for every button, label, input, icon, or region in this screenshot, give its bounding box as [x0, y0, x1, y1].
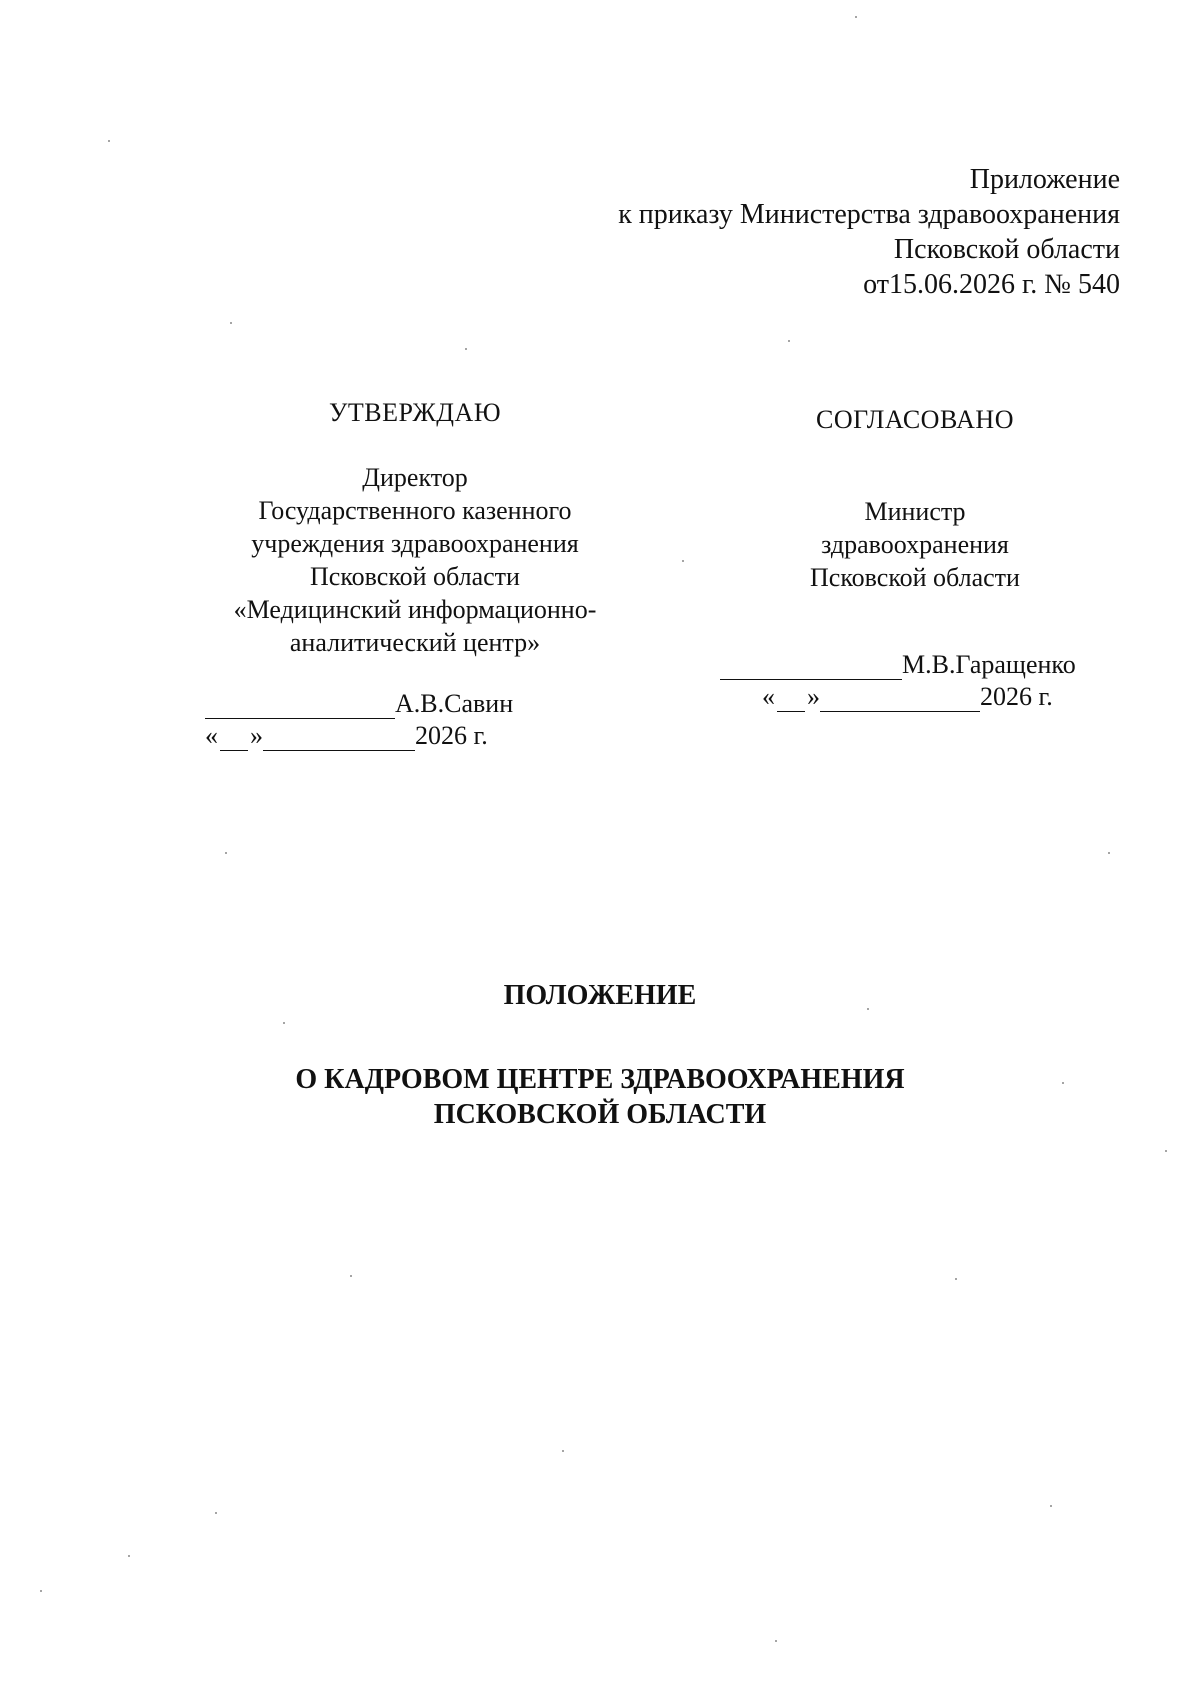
subtitle-line-1: О КАДРОВОМ ЦЕНТРЕ ЗДРАВООХРАНЕНИЯ: [295, 1064, 905, 1095]
annex-line-1: Приложение: [969, 164, 1120, 195]
approval-role-line: «Медицинский информационно-: [233, 595, 597, 624]
approval-block: [205, 398, 625, 751]
approval-role-line: учреждения здравоохранения: [251, 529, 579, 558]
agreement-date-year: 2026 г.: [980, 682, 1053, 711]
approval-heading: УТВЕРЖДАЮ: [328, 398, 502, 427]
annex-line-2: к приказу Министерства здравоохранения: [618, 199, 1120, 230]
approval-signer-name: А.В.Савин: [395, 689, 514, 718]
annex-line-4: от15.06.2026 г. № 540: [863, 269, 1120, 300]
scan-speck: [128, 1555, 130, 1557]
day-blank: [777, 689, 805, 712]
scan-speck: [775, 1640, 777, 1642]
approval-date-line: [205, 721, 625, 751]
approval-date-year: 2026 г.: [415, 721, 488, 750]
approval-role-line: Псковской области: [310, 562, 520, 591]
date-open-quote: «: [762, 682, 775, 711]
scan-speck: [1050, 1505, 1052, 1507]
agreement-signature-line: [720, 650, 1110, 680]
agreement-role-line: Министр: [864, 497, 966, 526]
agreement-heading: СОГЛАСОВАНО: [816, 405, 1014, 434]
agreement-role-line: здравоохранения: [821, 530, 1009, 559]
scan-speck: [40, 1590, 42, 1592]
scan-speck: [465, 348, 467, 350]
annex-reference: [618, 162, 1120, 302]
document-title: ПОЛОЖЕНИЕ: [503, 980, 697, 1011]
scan-speck: [1062, 1082, 1064, 1084]
month-blank: [820, 687, 980, 712]
annex-line-3: Псковской области: [893, 234, 1120, 265]
subtitle-line-2: ПСКОВСКОЙ ОБЛАСТИ: [433, 1099, 767, 1130]
document-subtitle: [0, 1062, 1200, 1132]
signature-blank: [205, 694, 395, 719]
approval-role-line: аналитический центр»: [289, 628, 541, 657]
scan-speck: [867, 1008, 869, 1010]
approval-role: [205, 461, 625, 659]
scan-speck: [350, 1275, 352, 1277]
approval-role-line: Директор: [362, 463, 468, 492]
agreement-date-line: [762, 682, 1110, 712]
agreement-role-line: Псковской области: [810, 563, 1020, 592]
scan-speck: [283, 1022, 285, 1024]
month-blank: [263, 726, 415, 751]
scan-speck: [108, 140, 110, 142]
scan-speck: [682, 560, 684, 562]
scan-speck: [788, 340, 790, 342]
date-close-quote: »: [250, 721, 263, 750]
scan-speck: [225, 852, 227, 854]
agreement-block: [720, 405, 1110, 712]
approval-role-line: Государственного казенного: [258, 496, 572, 525]
signature-blank: [720, 655, 902, 680]
agreement-signer-name: М.В.Гаращенко: [902, 650, 1076, 679]
scan-speck: [855, 16, 857, 18]
day-blank: [220, 728, 248, 751]
scan-speck: [230, 322, 232, 324]
scan-speck: [562, 1450, 564, 1452]
scan-speck: [215, 1512, 217, 1514]
scan-speck: [1108, 852, 1110, 854]
agreement-role: [720, 495, 1110, 594]
approval-signature-line: [205, 689, 625, 719]
scan-speck: [955, 1278, 957, 1280]
date-open-quote: «: [205, 721, 218, 750]
scan-speck: [1165, 1150, 1167, 1152]
date-close-quote: »: [807, 682, 820, 711]
